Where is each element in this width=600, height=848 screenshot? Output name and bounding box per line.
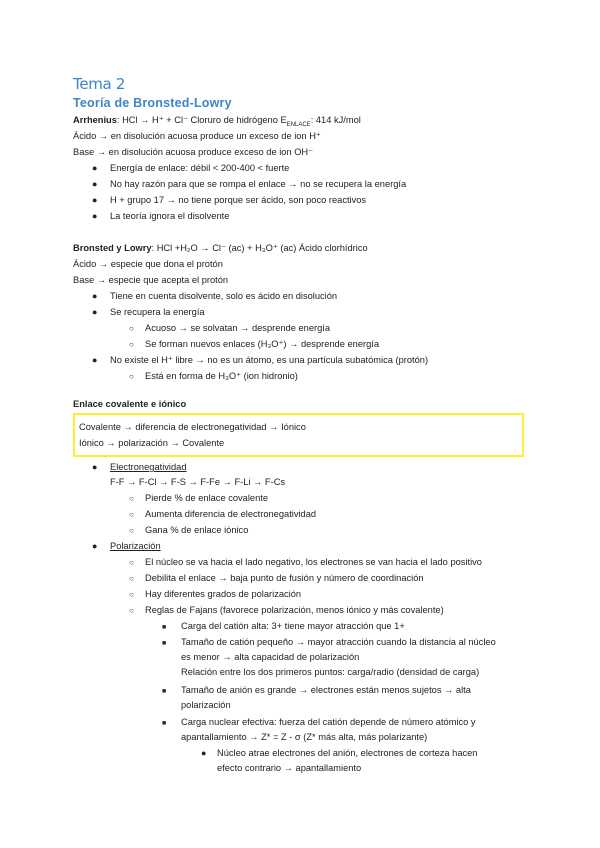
bronsted-base-definition: Base → especie que acepta el protón [73, 275, 229, 285]
arrhenius-subscript: ENLACE [286, 121, 311, 128]
electronegatividad-heading: Electronegatividad [110, 462, 187, 472]
list-item: H + grupo 17 → no tiene porque ser ácido, son poco reactivos [110, 195, 367, 205]
sub-list-item: Hay diferentes grados de polarización [145, 589, 302, 599]
section-heading-enlace: Enlace covalente e iónico [73, 399, 187, 409]
deep-list-item: Núcleo atrae electrones del anión, electrones de corteza hacen [217, 748, 478, 758]
bullet-icon: ● [92, 179, 98, 189]
arrhenius-acid-definition: Ácido → en disolución acuosa produce un exceso de ion H⁺ [73, 131, 321, 141]
bullet-icon: ● [201, 748, 207, 758]
circle-bullet-icon: ○ [129, 510, 134, 519]
sub-list-item: Gana % de enlace iónico [145, 525, 249, 535]
sub-list-item: El núcleo se va hacia el lado negativo, los electrones se van hacia el lado positivo [145, 557, 482, 567]
circle-bullet-icon: ○ [129, 606, 134, 615]
bullet-icon: ● [92, 541, 98, 551]
square-bullet-icon: ■ [162, 624, 167, 631]
bronsted-lowry-label: Bronsted y Lowry [73, 243, 152, 253]
circle-bullet-icon: ○ [129, 526, 134, 535]
bronsted-lowry-equation: : HCl +H₂O → Cl⁻ (ac) + H₃O⁺ (ac) Ácido clorhídrico [151, 243, 368, 253]
list-item: Energía de enlace: débil < 200-400 < fuerte [110, 163, 290, 173]
bullet-icon: ● [92, 195, 98, 205]
bullet-icon: ● [92, 163, 98, 173]
sub-sub-list-item: Carga nuclear efectiva: fuerza del catión depende de número atómico y [181, 717, 476, 727]
arrhenius-label: Arrhenius [73, 115, 117, 125]
sub-list-item: Se forman nuevos enlaces (H₃O⁺) → desprende energía [145, 339, 380, 349]
box-line-covalente: Covalente → diferencia de electronegatividad → Iónico [79, 422, 306, 432]
bronsted-lowry-line [73, 242, 368, 254]
polarizacion-heading: Polarización [110, 541, 161, 551]
sub-list-item: Acuoso → se solvatan → desprende energía [145, 323, 331, 333]
sub-sub-list-item-continued: es menor → alta capacidad de polarización [181, 652, 360, 662]
section-heading-bronsted-lowry: Teoría de Bronsted-Lowry [73, 96, 232, 110]
arrhenius-line [73, 114, 361, 126]
arrhenius-equation: : HCl → H⁺ + Cl⁻ Cloruro de hidrógeno E [116, 115, 287, 125]
list-item: No hay razón para que se rompa el enlace → no se recupera la energía [110, 179, 407, 189]
circle-bullet-icon: ○ [129, 558, 134, 567]
arrhenius-base-definition: Base → en disolución acuosa produce exceso de ion OH⁻ [73, 147, 314, 157]
deep-list-item-continued: efecto contrario → apantallamiento [217, 763, 362, 773]
sub-sub-list-item-continued: apantallamiento → Z* = Z - σ (Z* más alta, más polarizante) [181, 732, 428, 742]
circle-bullet-icon: ○ [129, 590, 134, 599]
bullet-icon: ● [92, 211, 98, 221]
sub-list-item: Debilita el enlace → baja punto de fusión y número de coordinación [145, 573, 424, 583]
sub-list-item: Aumenta diferencia de electronegatividad [145, 509, 317, 519]
list-item: No existe el H⁺ libre → no es un átomo, es una partícula subatómica (protón) [110, 355, 429, 365]
list-item: Se recupera la energía [110, 307, 205, 317]
bullet-icon: ● [92, 307, 98, 317]
circle-bullet-icon: ○ [129, 340, 134, 349]
sub-sub-list-item: Carga del catión alta: 3+ tiene mayor atracción que 1+ [181, 621, 405, 631]
square-bullet-icon: ■ [162, 688, 167, 695]
list-item: Tiene en cuenta disolvente, solo es ácido en disolución [110, 291, 338, 301]
bullet-icon: ● [92, 462, 98, 472]
box-line-ionico: Iónico → polarización → Covalente [79, 438, 225, 448]
square-bullet-icon: ■ [162, 720, 167, 727]
bullet-icon: ● [92, 355, 98, 365]
sub-sub-list-item: Tamaño de catión pequeño → mayor atracción cuando la distancia al núcleo [181, 637, 496, 647]
bullet-icon: ● [92, 291, 98, 301]
sub-list-item: Pierde % de enlace covalente [145, 493, 269, 503]
circle-bullet-icon: ○ [129, 372, 134, 381]
electronegatividad-series: F-F → F-Cl → F-S → F-Fe → F-Li → F-Cs [110, 477, 286, 487]
bronsted-acid-definition: Ácido → especie que dona el protón [73, 259, 223, 269]
circle-bullet-icon: ○ [129, 324, 134, 333]
document-title: Tema 2 [73, 75, 126, 93]
sub-list-item: Está en forma de H₃O⁺ (ion hidronio) [145, 371, 298, 381]
sub-sub-list-item-continued: polarización [181, 700, 231, 710]
arrhenius-energy: : 414 kJ/mol [310, 115, 361, 125]
sub-sub-list-item: Tamaño de anión es grande → electrones están menos sujetos → alta [181, 685, 471, 695]
circle-bullet-icon: ○ [129, 494, 134, 503]
sub-sub-list-note: Relación entre los dos primeros puntos: carga/radio (densidad de carga) [181, 667, 480, 677]
square-bullet-icon: ■ [162, 640, 167, 647]
highlight-box [73, 413, 524, 457]
circle-bullet-icon: ○ [129, 574, 134, 583]
list-item: La teoría ignora el disolvente [110, 211, 230, 221]
sub-list-item: Reglas de Fajans (favorece polarización, menos iónico y más covalente) [145, 605, 444, 615]
